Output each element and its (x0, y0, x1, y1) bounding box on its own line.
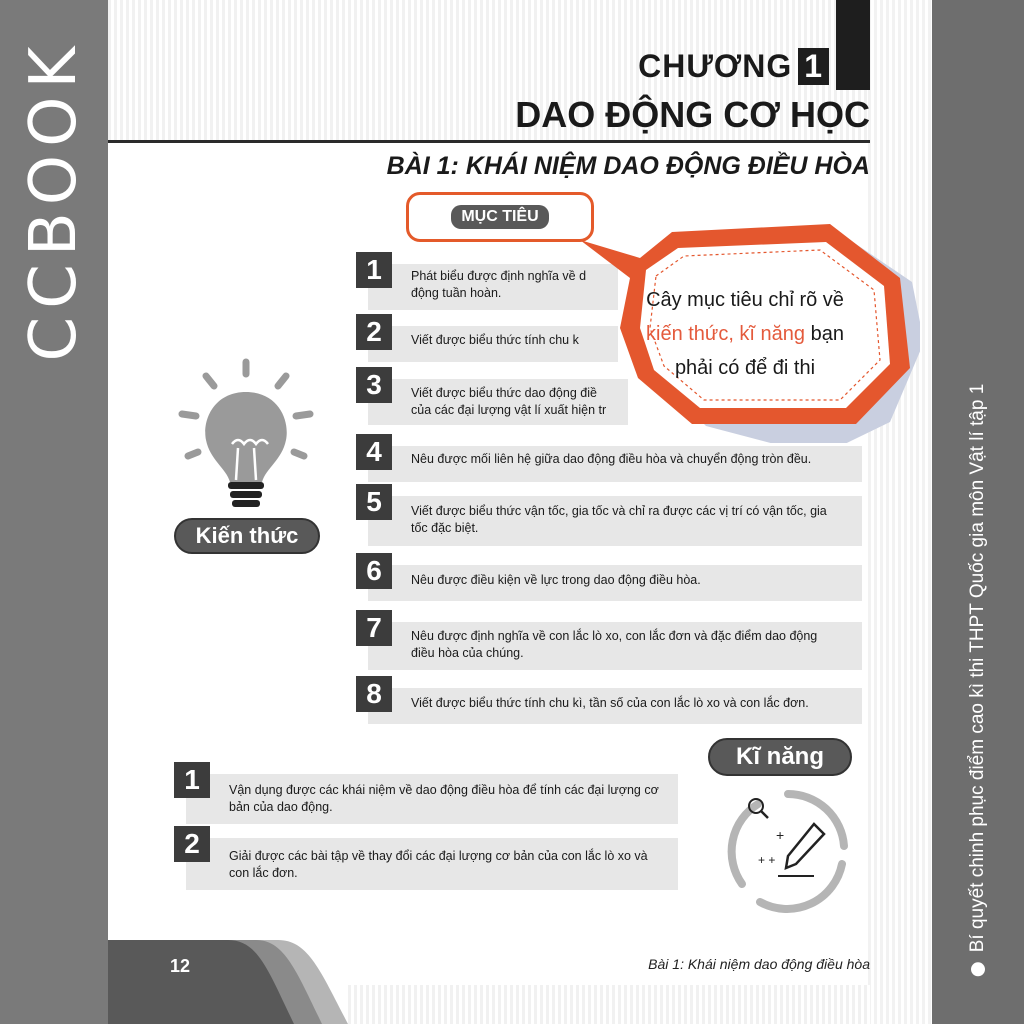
item-number: 8 (356, 676, 392, 712)
bubble-highlight: kiến thức, kĩ năng (646, 323, 806, 345)
right-stripes (868, 0, 932, 1024)
left-sidebar (0, 0, 108, 1024)
side-caption-text: Bí quyết chinh phục điểm cao kì thi THPT Quốc gia môn Vật lí tập 1 (967, 383, 988, 953)
header-rule (108, 140, 870, 143)
item-number: 2 (174, 826, 210, 862)
item-text-line: động tuần hoàn. (411, 286, 502, 300)
item-text: Nêu được mối liên hệ giữa dao động điều hòa và chuyển động tròn đều. (411, 452, 812, 466)
objectives-badge-label: MỤC TIÊU (451, 205, 548, 229)
knowledge-label: Kiến thức (174, 518, 320, 554)
item-number: 6 (356, 553, 392, 589)
item-number: 7 (356, 610, 392, 646)
page-number: 12 (170, 956, 191, 976)
side-caption (967, 384, 989, 977)
dot-icon (971, 962, 985, 976)
bubble-text-part: Cây mục tiêu chỉ rõ về (646, 289, 844, 311)
item-number: 3 (356, 367, 392, 403)
item-text: Giải được các bài tập về thay đổi các đại lượng cơ bản của con lắc lò xo và con lắc đơn. (229, 849, 648, 880)
item-text: Viết được biểu thức tính chu k (411, 333, 579, 347)
item-text-line: Viết được biểu thức dao động điề (411, 386, 597, 400)
item-text: Viết được biểu thức tính chu kì, tần số của con lắc lò xo và con lắc đơn. (411, 696, 809, 710)
item-text: Nêu được điều kiện về lực trong dao động điều hòa. (411, 573, 701, 587)
chapter-label: CHƯƠNG (638, 48, 793, 84)
brand-logo: CCBOOK (17, 38, 91, 362)
item-number: 1 (356, 252, 392, 288)
chapter-heading (638, 48, 829, 85)
lesson-title: BÀI 1: KHÁI NIỆM DAO ĐỘNG ĐIỀU HÒA (386, 152, 870, 180)
arc-left (732, 804, 758, 884)
skills-label: Kĩ năng (708, 738, 852, 776)
bubble-text (636, 283, 854, 385)
footer-lesson-title: Bài 1: Khái niệm dao động điều hòa (648, 956, 870, 972)
objectives-badge (406, 192, 594, 242)
skills-illustration (718, 784, 858, 914)
item-number: 5 (356, 484, 392, 520)
chapter-marker (836, 0, 870, 90)
item-text-line: Phát biểu được định nghĩa về d (411, 269, 587, 283)
item-text-line: của các đại lượng vật lí xuất hiện tr (411, 403, 607, 417)
item-text: Vận dụng được các khái niệm về dao động điều hòa để tính các đại lượng cơ bản của dao động. (229, 783, 659, 814)
plus-icon: + + (758, 853, 776, 867)
chapter-title: DAO ĐỘNG CƠ HỌC (515, 94, 870, 135)
bubble-text-part: bạn phải có để đi thi (674, 323, 844, 379)
item-number: 2 (356, 314, 392, 350)
item-text: Nêu được định nghĩa về con lắc lò xo, con lắc đơn và đặc điểm dao động điều hòa của chúng. (411, 629, 818, 660)
arc-bottom (760, 864, 842, 909)
plus-icon: + (776, 827, 785, 843)
chapter-number: 1 (798, 48, 829, 85)
lightbulb-icon (174, 352, 324, 522)
footer-tab (108, 940, 348, 1024)
pencil-icon (778, 824, 824, 876)
item-text: Viết được biểu thức vận tốc, gia tốc và chỉ ra được các vị trí có vận tốc, gia tốc đặc biệt. (411, 504, 827, 535)
item-number: 4 (356, 434, 392, 470)
footer-stripes (348, 985, 870, 1024)
item-number: 1 (174, 762, 210, 798)
